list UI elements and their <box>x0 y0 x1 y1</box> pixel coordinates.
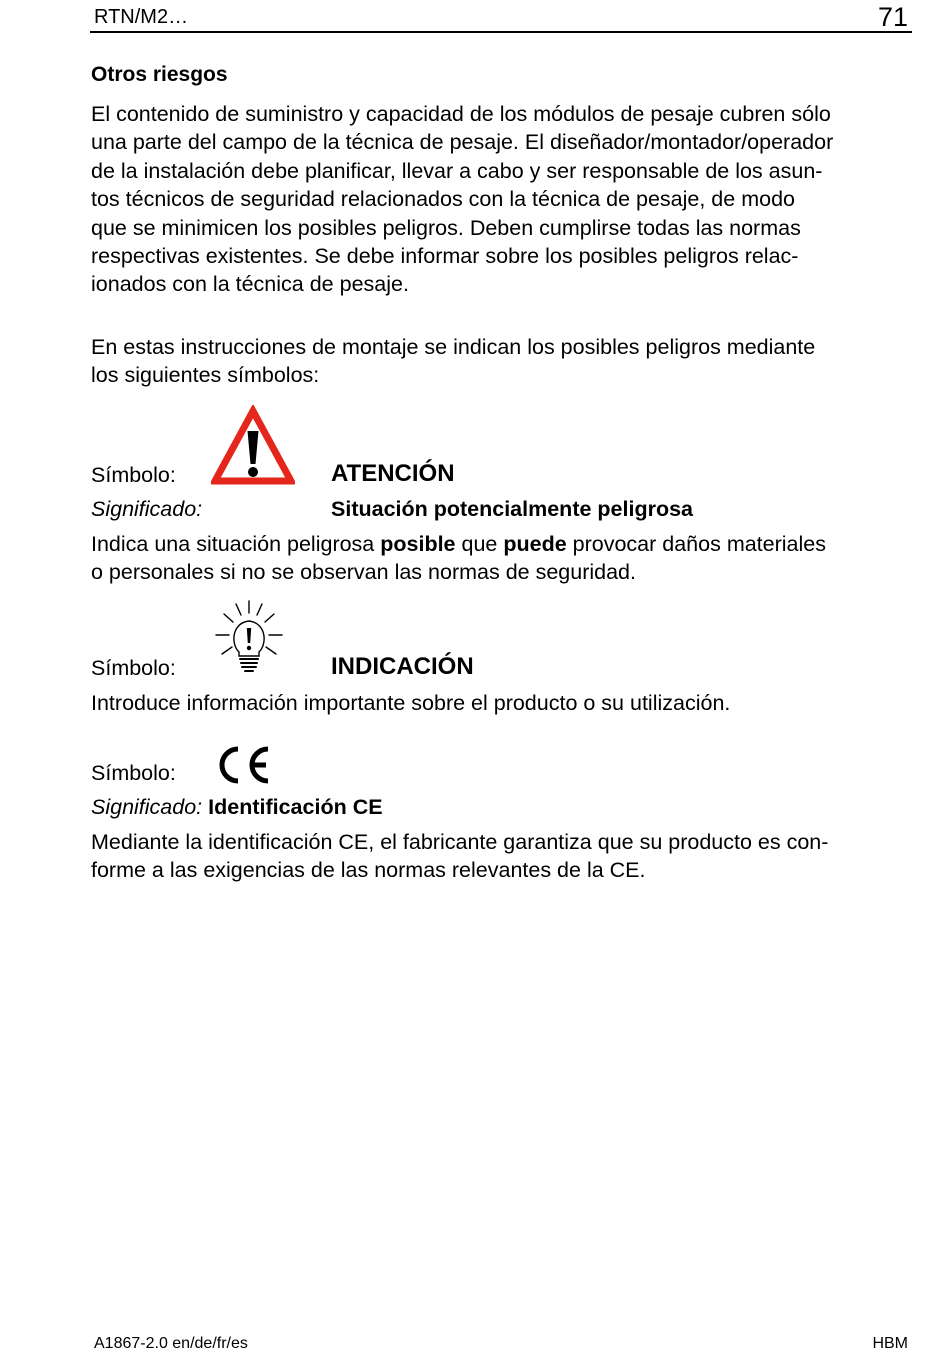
symbol-label: Símbolo: <box>91 463 176 487</box>
header-rule <box>90 31 912 33</box>
text-line: En estas instrucciones de montaje se indican los posibles peligros mediante <box>91 335 816 359</box>
text-line: que se minimicen los posibles peligros. Deben cumplirse todas las normas <box>91 215 801 240</box>
ce-meaning: Identificación CE <box>208 795 383 819</box>
text-line: El contenido de suministro y capacidad de los módulos de pesaje cubren sólo <box>91 102 831 126</box>
symbols-intro-paragraph <box>91 333 815 390</box>
symbol-label: Símbolo: <box>91 656 176 680</box>
text-line: una parte del campo de la técnica de pesaje. El diseñador/montador/operador <box>91 130 834 155</box>
page-number: 71 <box>877 2 908 32</box>
text-line: Mediante la identificación CE, el fabricante garantiza que su producto es con- <box>91 830 829 854</box>
text-line: forme a las exigencias de las normas relevantes de la CE. <box>91 858 646 883</box>
text-line: los siguientes símbolos: <box>91 363 320 388</box>
text-line: Indica una situación peligrosa posible que puede provocar daños materiales <box>91 532 826 556</box>
intro-paragraph <box>91 100 833 299</box>
text-line: de la instalación debe planificar, llevar a cabo y ser responsable de los asun- <box>91 158 823 183</box>
attention-heading: ATENCIÓN <box>331 460 455 487</box>
warning-triangle-icon <box>211 405 295 485</box>
meaning-label: Significado: <box>91 795 203 819</box>
section-title: Otros riesgos <box>91 63 228 86</box>
text-line: o personales si no se observan las normas de seguridad. <box>91 560 636 585</box>
ce-mark-icon <box>216 744 276 786</box>
text-line: ionados con la técnica de pesaje. <box>91 272 409 297</box>
light-bulb-icon <box>208 598 290 680</box>
header-title: RTN/M2… <box>94 6 189 28</box>
text-line: Introduce información importante sobre el producto o su utilización. <box>91 691 731 715</box>
footer-brand: HBM <box>872 1335 908 1352</box>
symbol-label: Símbolo: <box>91 761 176 785</box>
indication-description <box>91 689 730 717</box>
ce-meaning-line <box>91 795 383 820</box>
ce-description <box>91 828 828 885</box>
text-line: respectivas existentes. Se debe informar sobre los posibles peligros relac- <box>91 244 799 269</box>
footer-doc-id: A1867-2.0 en/de/fr/es <box>94 1335 248 1352</box>
attention-description <box>91 530 826 587</box>
indication-heading: INDICACIÓN <box>331 653 474 680</box>
text-line: tos técnicos de seguridad relacionados con la técnica de pesaje, de modo <box>91 187 795 212</box>
attention-meaning: Situación potencialmente peligrosa <box>331 497 693 521</box>
meaning-label: Significado: <box>91 497 203 521</box>
